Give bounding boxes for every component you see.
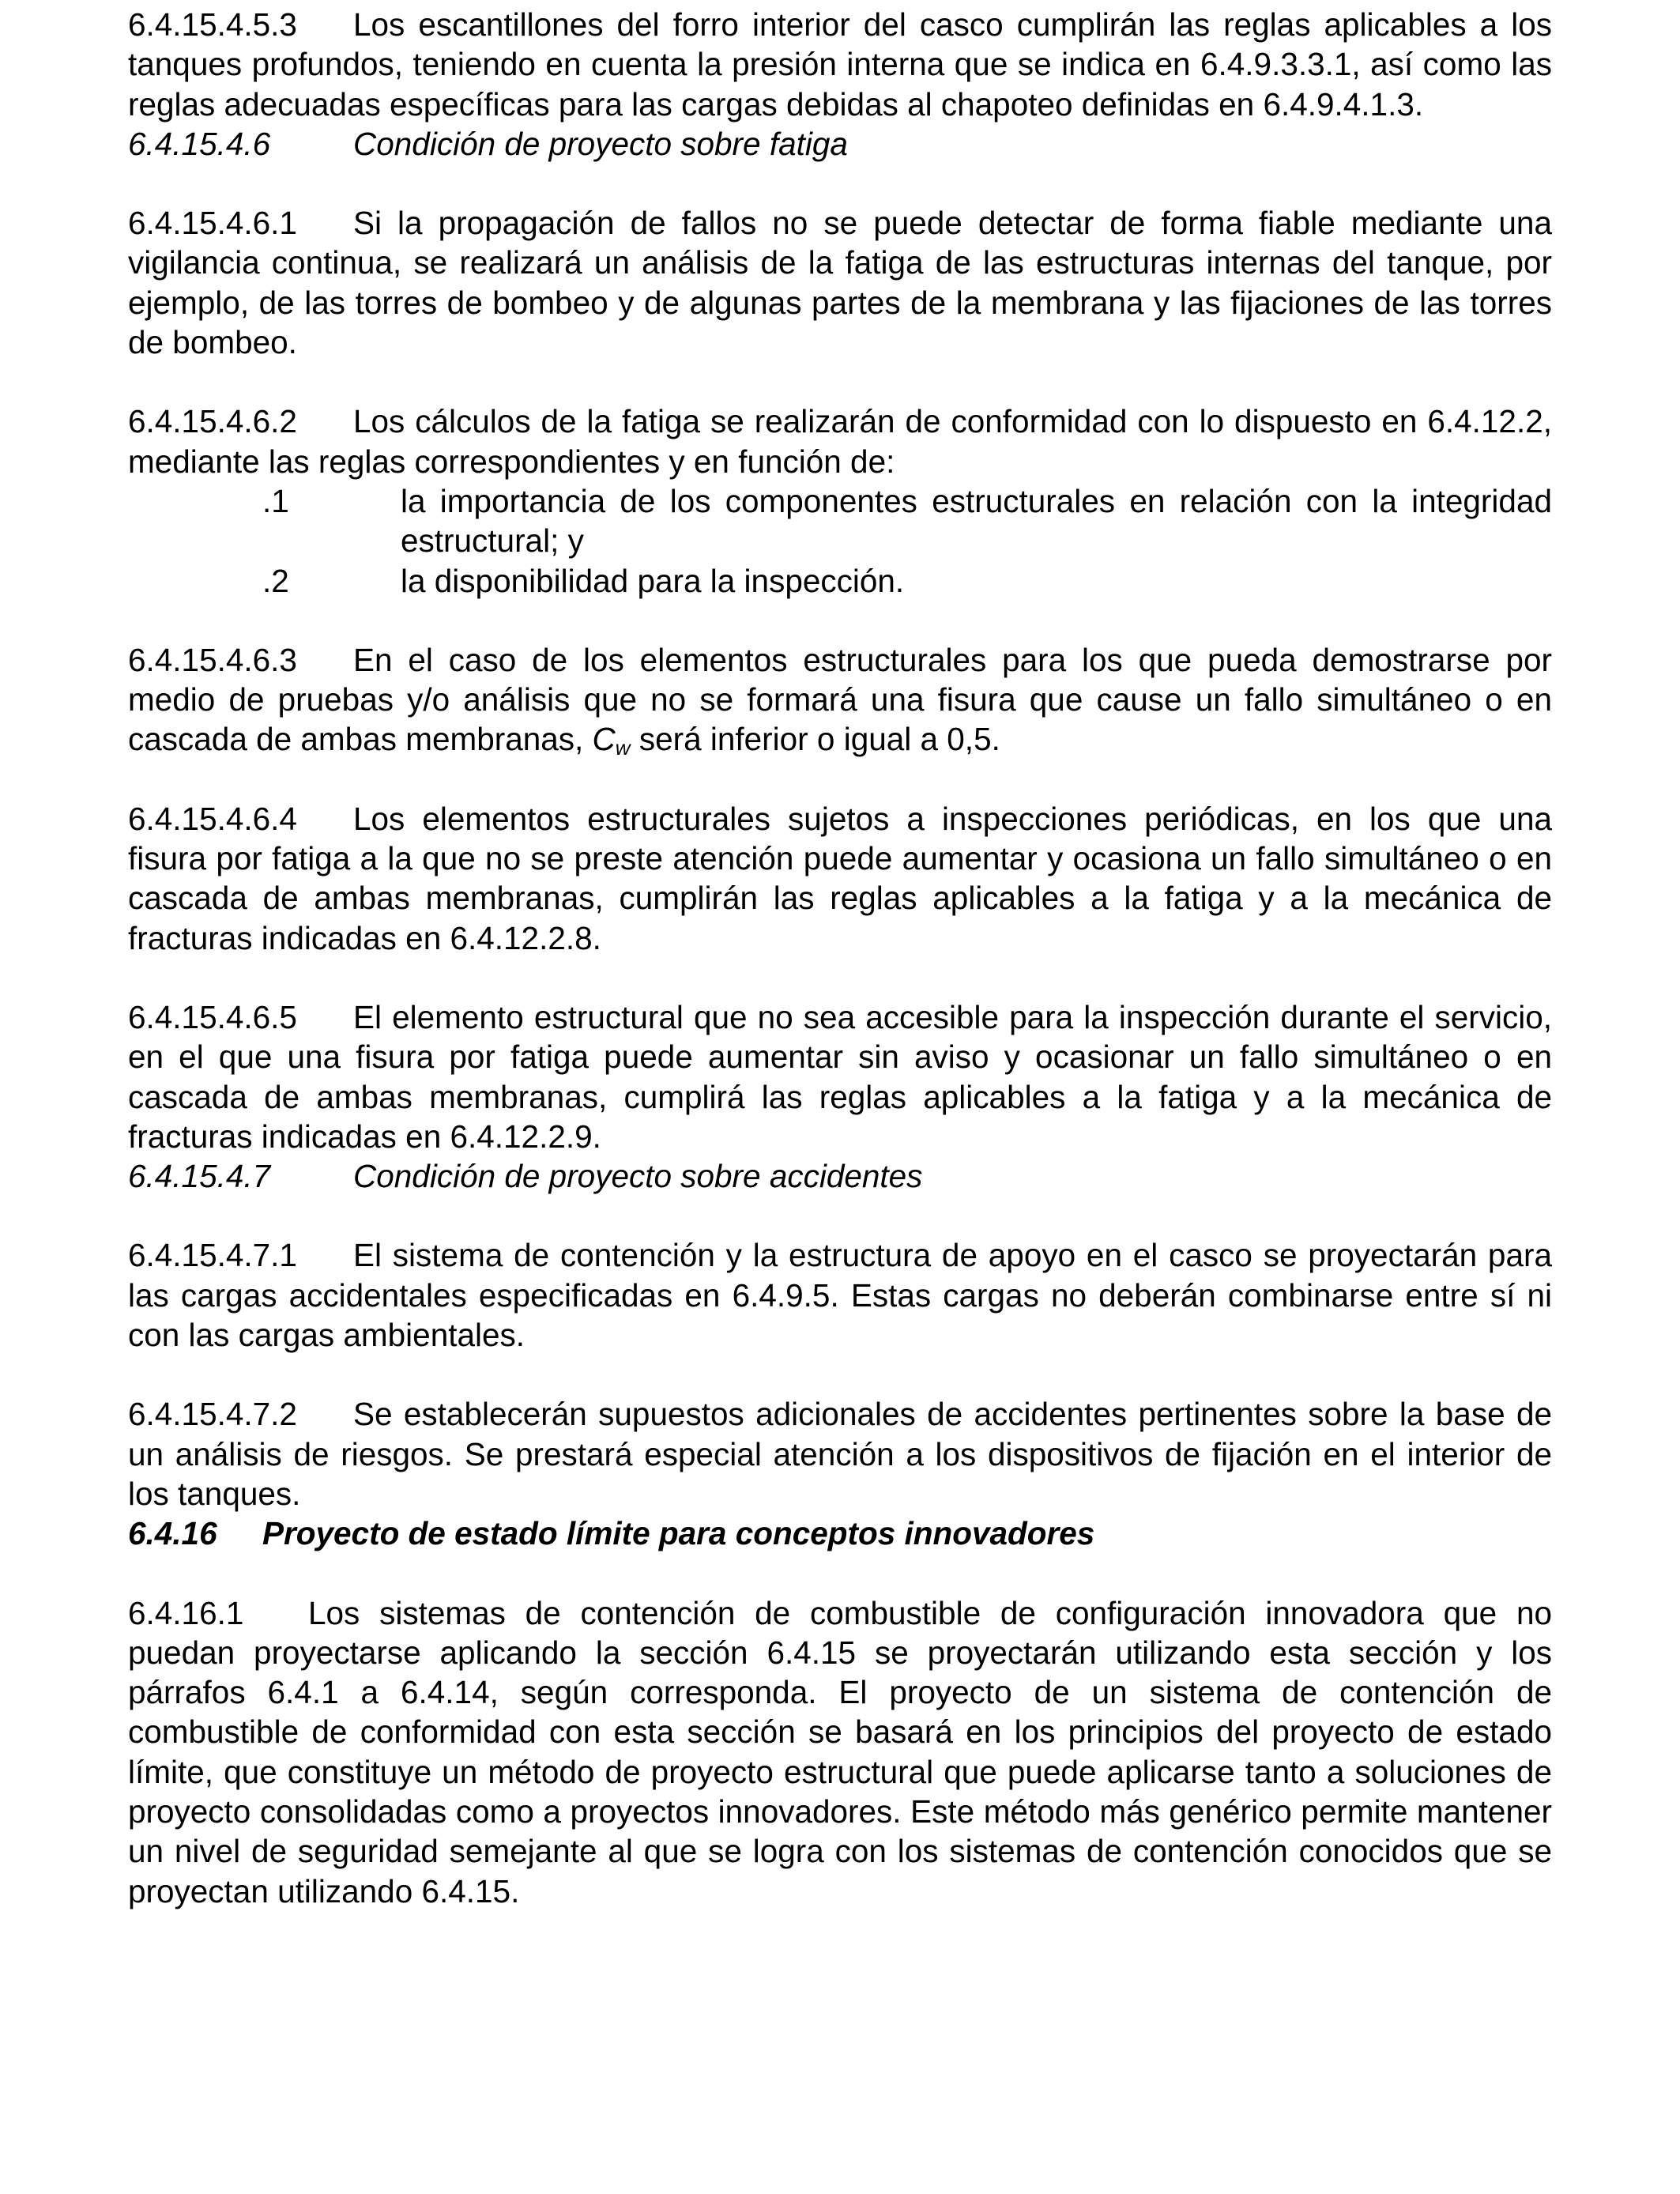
paragraph-number: 6.4.15.4.6.1 <box>128 205 297 242</box>
subsection-heading-6-4-15-4-7 <box>128 1156 1552 1196</box>
subsection-heading-6-4-15-4-6 <box>128 124 1552 164</box>
list-item-1 <box>128 481 1552 561</box>
paragraph-6-4-15-4-6-4 <box>128 799 1552 958</box>
paragraph-6-4-15-4-6-1 <box>128 203 1552 362</box>
paragraph-text: Se establecerán supuestos adicionales de accidentes pertinentes sobre la base de un análisis de riesgos. Se prestará especial atención a los dispositivos de fijación en el interior de los tanques. <box>128 1396 1552 1512</box>
paragraph-text: Los escantillones del forro interior del casco cumplirán las reglas aplicables a los tanques profundos, teniendo en cuenta la presión interna que se indica en 6.4.9.3.3.1, así como las reglas adecuadas específicas para las cargas debidas al chapoteo definidas en 6.4.9.4.1.3. <box>128 6 1552 123</box>
paragraph-6-4-15-4-6-5 <box>128 997 1552 1156</box>
paragraph-text: Los sistemas de contención de combustible de configuración innovadora que no puedan proyectarse aplicando la sección 6.4.15 se proyectarán utilizando esta sección y los párrafos 6.4.1 a 6.4.14, según corresponda. El proyecto de un sistema de contención de combustible de conformidad con esta sección se basará en los principios del proyecto de estado límite, que constituye un método de proyecto estructural que puede aplicarse tanto a soluciones de proyecto consolidadas como a proyectos innovadores. Este método más genérico permite mantener un nivel de seguridad semejante al que se logra con los sistemas de contención conocidos que se proyectan utilizando 6.4.15. <box>128 1594 1552 1909</box>
paragraph-6-4-15-4-7-2 <box>128 1394 1552 1514</box>
paragraph-6-4-16-1 <box>128 1593 1552 1911</box>
paragraph-6-4-15-4-5-3 <box>128 5 1552 124</box>
list-text: la disponibilidad para la inspección. <box>401 562 905 599</box>
paragraph-number: 6.4.15.4.7.1 <box>128 1237 297 1274</box>
heading-number: 6.4.15.4.6 <box>128 125 271 162</box>
paragraph-number: 6.4.15.4.6.4 <box>128 800 297 837</box>
paragraph-6-4-15-4-6-2 <box>128 401 1552 481</box>
list-text: la importancia de los componentes estructurales en relación con la integridad estructural; y <box>401 482 1552 560</box>
paragraph-text: El elemento estructural que no sea accesible para la inspección durante el servicio, en el que una fisura por fatiga puede aumentar sin aviso y ocasionar un fallo simultáneo o en cascada de ambas membranas, cumplirá las reglas aplicables a la fatiga y a la mecánica de fracturas indicadas en 6.4.12.2.9. <box>128 998 1552 1155</box>
list-marker: .1 <box>262 482 289 519</box>
paragraph-text: Los cálculos de la fatiga se realizarán de conformidad con lo dispuesto en 6.4.12.2, mediante las reglas correspondientes y en función de: <box>128 403 1552 480</box>
paragraph-text: Los elementos estructurales sujetos a inspecciones periódicas, en los que una fisura por fatiga a la que no se preste atención puede aumentar y ocasiona un fallo simultáneo o en cascada de ambas membranas, cumplirán las reglas aplicables a la fatiga y a la mecánica de fracturas indicadas en 6.4.12.2.8. <box>128 800 1552 956</box>
paragraph-number: 6.4.15.4.6.5 <box>128 998 297 1035</box>
heading-title: Proyecto de estado límite para conceptos innovadores <box>262 1515 1095 1552</box>
paragraph-text-end: será inferior o igual a 0,5. <box>630 721 1000 758</box>
paragraph-6-4-15-4-7-1 <box>128 1235 1552 1355</box>
paragraph-text: Si la propagación de fallos no se puede detectar de forma fiable mediante una vigilancia continua, se realizará un análisis de la fatiga de las estructuras internas del tanque, por ejemplo, de las torres de bombeo y de algunas partes de la membrana y las fijaciones de las torres de bombeo. <box>128 205 1552 361</box>
paragraph-number: 6.4.15.4.6.2 <box>128 403 297 440</box>
cw-subscript: w <box>615 736 631 760</box>
list-item-2 <box>128 561 1552 601</box>
cw-symbol: C <box>592 721 616 758</box>
paragraph-text: En el caso de los elementos estructurales para los que pueda demostrarse por medio de pruebas y/o análisis que no se formará una fisura que cause un fallo simultáneo o en cascada de ambas membranas, <box>128 641 1552 758</box>
list-marker: .2 <box>262 562 289 599</box>
heading-title: Condición de proyecto sobre fatiga <box>353 125 848 162</box>
section-heading-6-4-16 <box>128 1514 1552 1553</box>
paragraph-text: El sistema de contención y la estructura de apoyo en el casco se proyectarán para las cargas accidentales especificadas en 6.4.9.5. Estas cargas no deberán combinarse entre sí ni con las cargas ambientales. <box>128 1237 1552 1354</box>
heading-number: 6.4.16 <box>128 1515 217 1552</box>
heading-title: Condición de proyecto sobre accidentes <box>353 1158 923 1195</box>
paragraph-6-4-15-4-6-3 <box>128 640 1552 760</box>
heading-number: 6.4.15.4.7 <box>128 1158 271 1195</box>
paragraph-number: 6.4.16.1 <box>128 1594 244 1631</box>
paragraph-number: 6.4.15.4.7.2 <box>128 1396 297 1433</box>
paragraph-number: 6.4.15.4.5.3 <box>128 6 297 43</box>
paragraph-number: 6.4.15.4.6.3 <box>128 641 297 678</box>
